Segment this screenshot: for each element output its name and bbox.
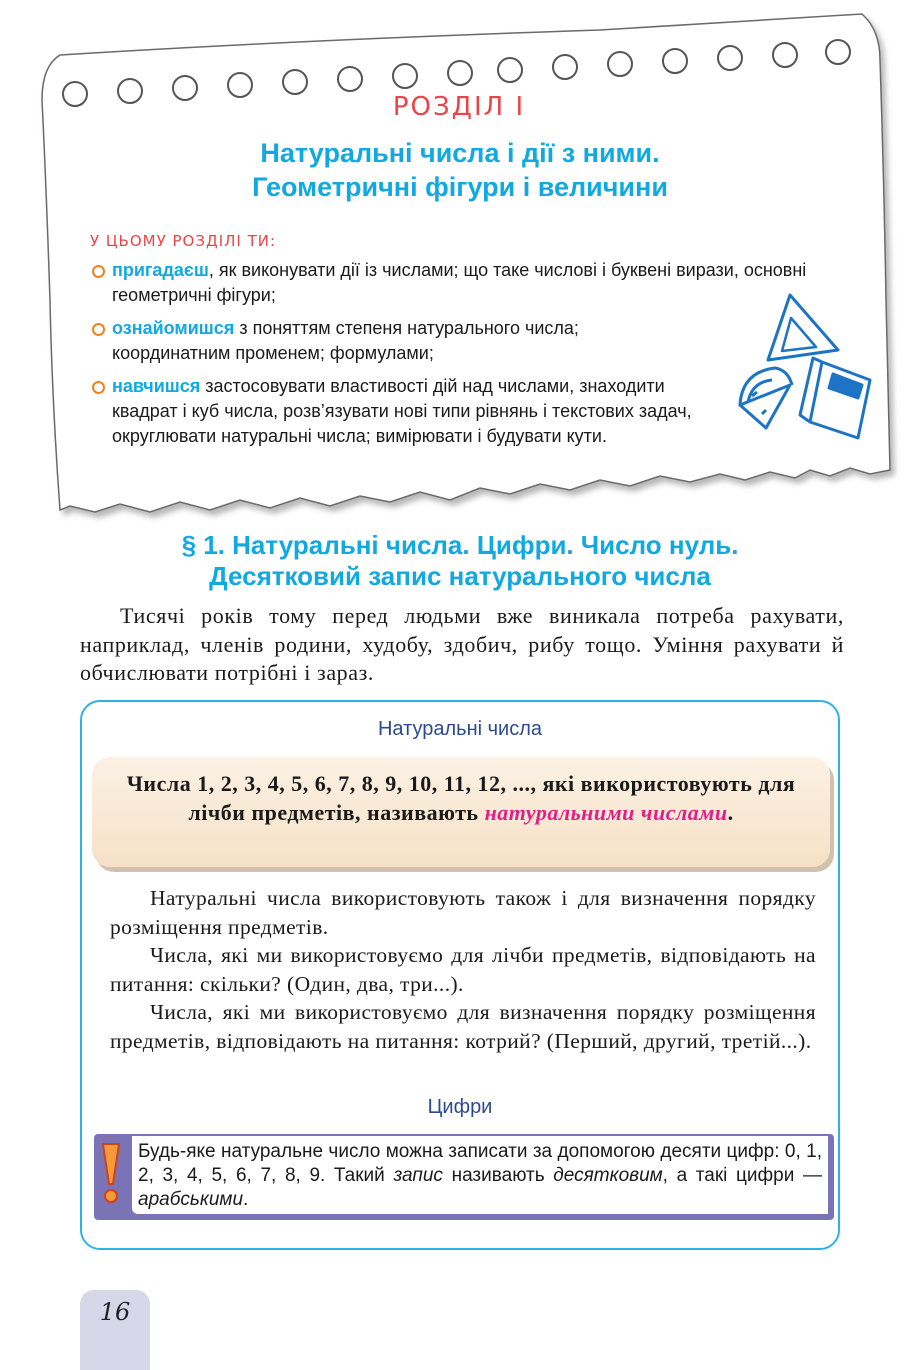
chapter-title-line1: Натуральні числа і дії з ними.: [260, 138, 660, 168]
note-text: [132, 1136, 828, 1214]
note-part: називають: [442, 1165, 554, 1186]
goal-text: застосовувати властивості дій над числами, знаходити квадрат і куб числа, розв’язувати нові типи рівнянь і текстових задач, округлювати натуральні числа; вимірювати і будувати кути.: [112, 376, 692, 446]
note-part: , а такі цифри —: [662, 1165, 822, 1186]
definition-term: натуральними числами: [484, 800, 728, 825]
chapter-title-line2: Геометричні фігури і величини: [252, 172, 668, 202]
paragraph-counting: Числа, які ми використовуємо для лічби предметів, відповідають на питання: скільки? (Один, два, три...).: [110, 943, 816, 996]
goal-text: , як виконувати дії із числами; що таке числові і буквені вирази, основні геометричні фігури;: [112, 260, 807, 305]
section-title: [60, 530, 860, 592]
heading-natural-numbers: Натуральні числа: [377, 718, 543, 740]
goal-text: з поняттям степеня натурального числа; координатним променем; формулами;: [112, 318, 579, 363]
note-panel: [94, 1134, 834, 1220]
definition-card: [92, 757, 830, 867]
goals-heading: У ЦЬОМУ РОЗДІЛІ ТИ:: [90, 232, 277, 250]
bullet-circle-icon: [92, 265, 105, 278]
bullet-circle-icon: [92, 323, 105, 336]
definition-text: Числа 1, 2, 3, 4, 5, 6, 7, 8, 9, 10, 11, 12, ..., які використовують для лічби предметів, називають: [126, 771, 796, 825]
section-title-line1: § 1. Натуральні числа. Цифри. Число нуль.: [181, 530, 739, 560]
note-italic: десятковим: [553, 1165, 663, 1186]
page-number: 16: [99, 1298, 131, 1326]
heading-digits: Цифри: [427, 1096, 493, 1118]
goal-item: [90, 258, 817, 308]
paragraph-ordinal: Числа, які ми використовуємо для визначення порядку розміщення предметів, відповідають на питання: котрий? (Перший, другий, третій...).: [110, 1000, 816, 1053]
goal-item: [90, 316, 692, 366]
intro-paragraph: Тисячі років тому перед людьми вже виникала потреба рахувати, наприклад, членів родини, худобу, здобич, рибу тощо. Уміння рахувати й обчислювати потрібні і зараз.: [80, 603, 844, 685]
note-part: Будь-яке натуральне число можна записати за допомогою десяти цифр: 0, 1, 2, 3, 4, 5, 6, 7, 8, 9. Такий: [138, 1141, 822, 1186]
bullet-circle-icon: [92, 381, 105, 394]
chapter-title: [60, 136, 860, 204]
info-box: [80, 700, 840, 1250]
goal-item: [90, 374, 712, 449]
goal-keyword: ознайомишся: [112, 318, 235, 338]
chapter-label: РОЗДІЛ І: [392, 92, 526, 122]
note-part: .: [243, 1189, 249, 1210]
definition-end: .: [727, 800, 734, 825]
page-number-tab: [80, 1290, 150, 1370]
goal-keyword: пригадаєш: [112, 260, 209, 280]
goal-keyword: навчишся: [112, 376, 201, 396]
exclamation-icon: [98, 1140, 124, 1206]
paragraph-order: Натуральні числа використовують також і для визначення порядку розміщення предметів.: [110, 886, 816, 939]
section-title-line2: Десятковий запис натурального числа: [209, 561, 711, 591]
note-italic: арабськими: [138, 1189, 244, 1210]
goals-list: [90, 258, 830, 457]
note-italic: запис: [393, 1165, 443, 1186]
